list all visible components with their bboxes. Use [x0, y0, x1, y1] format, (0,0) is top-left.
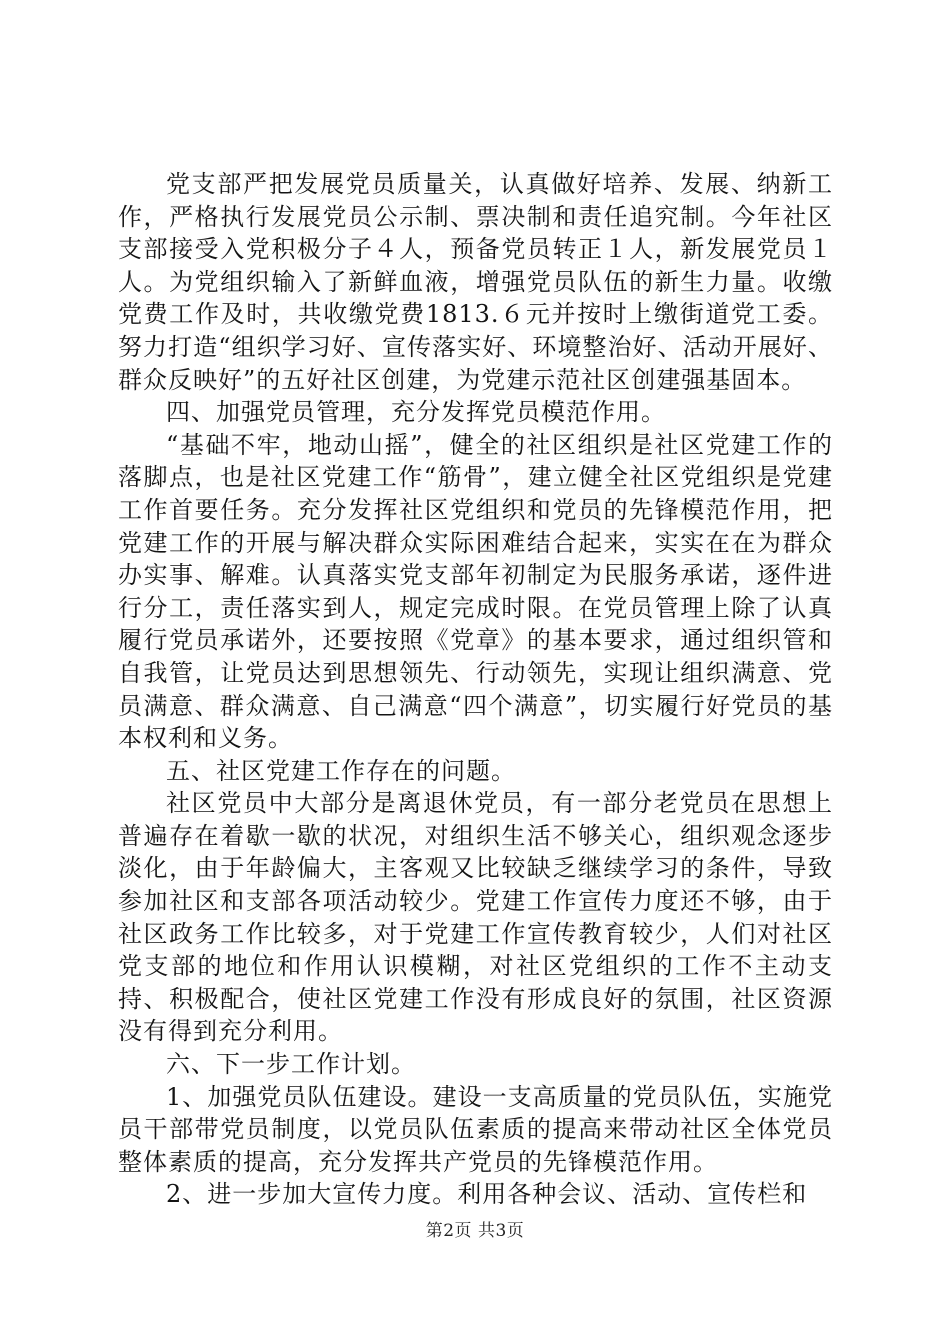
section-heading-5: 五、社区党建工作存在的问题。	[166, 756, 516, 785]
paragraph-recruitment: 党支部严把发展党员质量关，认真做好培养、发展、纳新工作，严格执行发展党员公示制、票决制和责任追究制。今年社区支部接受入党积极分子４人，预备党员转正１人，新发展党员１人。为党组织输入了新鲜血液，增强党员队伍的新生力量。收缴党费工作及时，共收缴党费1813.６元并按时上缴街道党工委。努力打造“组织学习好、宣传落实好、环境整治好、活动开展好、群众反映好”的五好社区创建，为党建示范社区创建强基固本。	[118, 170, 833, 394]
section-heading-6: 六、下一步工作计划。	[166, 1050, 416, 1079]
page-number-footer: 第2页 共3页	[425, 1221, 525, 1241]
paragraph-plan-2: 2、进一步加大宣传力度。利用各种会议、活动、宣传栏和	[166, 1180, 808, 1209]
paragraph-member-management: “基础不牢，地动山摇”，健全的社区组织是社区党建工作的落脚点，也是社区党建工作“筋骨”，建立健全社区党组织是党建工作首要任务。充分发挥社区党组织和党员的先锋模范作用，把党建工作的开展与解决群众实际困难结合起来，实实在在为群众办实事、解难。认真落实党支部年初制定为民服务承诺，逐件进行分工，责任落实到人，规定完成时限。在党员管理上除了认真履行党员承诺外，还要按照《党章》的基本要求，通过组织管和自我管，让党员达到思想领先、行动领先，实现让组织满意、党员满意、群众满意、自己满意“四个满意”，切实履行好党员的基本权利和义务。	[118, 430, 833, 753]
paragraph-problems: 社区党员中大部分是离退休党员，有一部分老党员在思想上普遍存在着歇一歇的状况，对组织生活不够关心，组织观念逐步淡化，由于年龄偏大，主客观又比较缺乏继续学习的条件，导致参加社区和支部各项活动较少。党建工作宣传力度还不够，由于社区政务工作比较多，对于党建工作宣传教育较少，人们对社区党支部的地位和作用认识模糊，对社区党组织的工作不主动支持、积极配合，使社区党建工作没有形成良好的氛围，社区资源没有得到充分利用。	[118, 789, 833, 1046]
document-body	[118, 168, 833, 1211]
section-heading-4: 四、加强党员管理，充分发挥党员模范作用。	[166, 398, 666, 427]
paragraph-plan-1: 1、加强党员队伍建设。建设一支高质量的党员队伍，实施党员干部带党员制度，以党员队伍素质的提高来带动社区全体党员整体素质的提高，充分发挥共产党员的先锋模范作用。	[118, 1082, 833, 1176]
